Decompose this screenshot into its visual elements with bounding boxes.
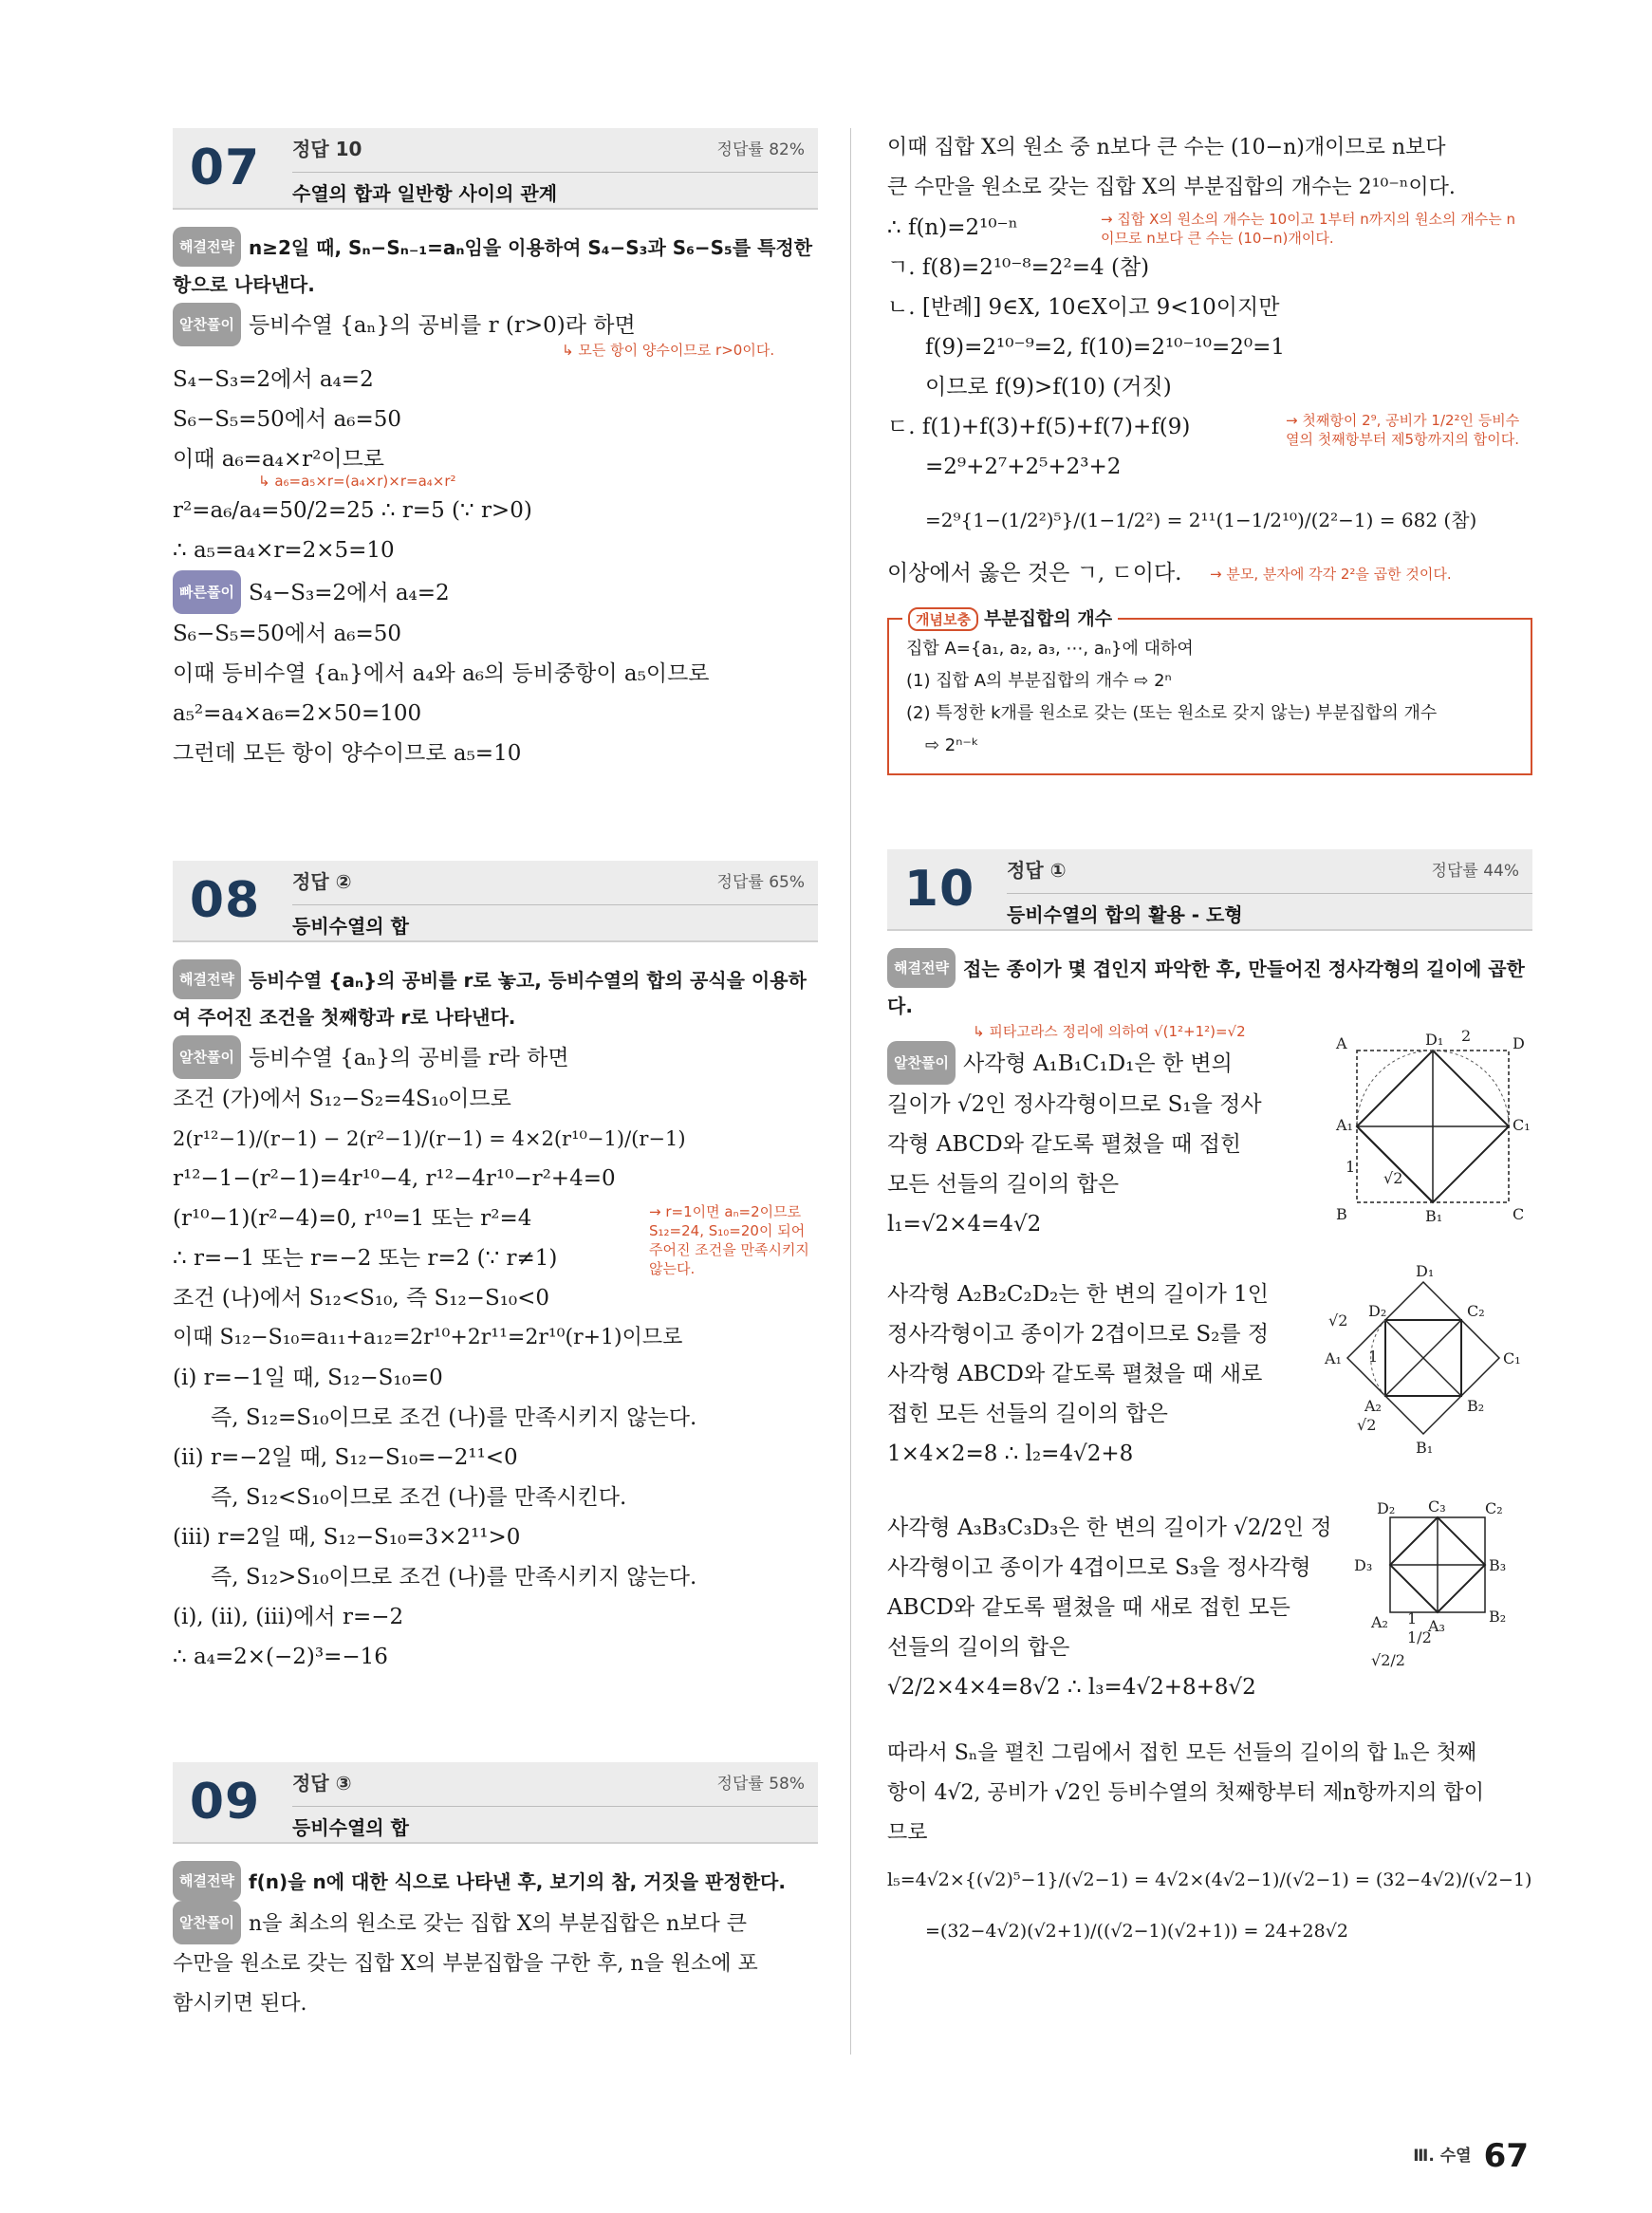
q09-line: 수만을 원소로 갖는 집합 X의 부분집합을 구한 후, n을 원소에 포 (173, 1952, 758, 1976)
q09-cont-line: ∴ f(n)=2¹⁰⁻ⁿ (887, 215, 1018, 240)
q09-cont-line: ㄴ. [반례] 9∈X, 10∈X이고 9<10이지만 (887, 295, 1280, 320)
fig2-label: √2 (1357, 1416, 1377, 1434)
q10-line: 선들의 길이의 합은 (887, 1635, 1070, 1660)
concept-box (887, 608, 1532, 775)
q10-para2 (887, 1262, 1532, 1495)
q08-line: (ⅲ) r=2일 때, S₁₂−S₁₀=3×2¹¹>0 (173, 1525, 521, 1550)
left-column (173, 128, 818, 2024)
strategy-tag: 해결전략 (887, 948, 956, 988)
fig2-label: D₂ (1368, 1302, 1387, 1320)
footer-section: Ⅲ. 수열 (1413, 2147, 1472, 2166)
q10-line: 각형 ABCD와 같도록 펼쳤을 때 접힌 (887, 1132, 1242, 1157)
q09-cont-line: 큰 수만을 원소로 갖는 집합 X의 부분집합의 개수는 2¹⁰⁻ⁿ이다. (887, 176, 1456, 199)
q08-line: 이때 S₁₂−S₁₀=a₁₁+a₁₂=2r¹⁰+2r¹¹=2r¹⁰(r+1)이므로 (173, 1326, 683, 1349)
q08-header (173, 861, 818, 942)
q10-header (887, 849, 1532, 931)
q07-fast-line: 빠른풀이 S₄−S₃=2에서 a₄=2 (173, 570, 818, 614)
q10-line: √2/2×4×4=8√2 ∴ l₃=4√2+8+8√2 (887, 1675, 1256, 1700)
q07-fast-line: 이때 등비수열 {aₙ}에서 a₄와 a₆의 등비중항이 a₅이므로 (173, 661, 710, 686)
q10-number: 10 (903, 861, 975, 918)
q09-line: 알찬풀이 n을 최소의 원소로 갖는 집합 X의 부분집합은 n보다 큰 (173, 1901, 818, 1944)
q10-line: l₅=4√2×{(√2)⁵−1}/(√2−1) = 4√2×(4√2−1)/(√2−1) = (32−4√2)/(√2−1) (887, 1869, 1532, 1890)
q08-note: → r=1이면 aₙ=2이므로 S₁₂=24, S₁₀=20이 되어 주어진 조건을 만족시키지 않는다. (649, 1203, 809, 1277)
fig2-label: D₁ (1416, 1262, 1435, 1280)
q09-cont-note-block (887, 208, 1532, 248)
right-column (887, 128, 1532, 1956)
fig2-label: A₂ (1364, 1397, 1382, 1415)
fig1-label: 2 (1461, 1027, 1472, 1045)
fig2-label: B₂ (1467, 1397, 1485, 1415)
q10-line: 길이가 √2인 정사각형이므로 S₁을 정사 (887, 1092, 1262, 1117)
q10-topic: 등비수열의 합의 활용 - 도형 (1007, 893, 1532, 927)
q09-strategy: 해결전략 f(n)을 n에 대한 식으로 나타낸 후, 보기의 참, 거짓을 판정한다. (173, 1861, 818, 1901)
fig3-label: D₃ (1354, 1556, 1373, 1574)
q08-line: 즉, S₁₂>S₁₀이므로 조건 (나)를 만족시키지 않는다. (211, 1565, 697, 1590)
q10-line: ABCD와 같도록 펼쳤을 때 새로 접힌 모든 (887, 1595, 1290, 1620)
fig1-label: A₁ (1336, 1116, 1353, 1134)
q09-cont-note: → 집합 X의 원소의 개수는 10이고 1부터 n까지의 원소의 개수는 n이므로 n보다 큰 수는 (10−n)개이다. (1101, 211, 1515, 247)
q10-figure-3 (1352, 1498, 1523, 1707)
q07-line: S₄−S₃=2에서 a₄=2 (173, 367, 374, 392)
q07-note: ↳ 모든 항이 양수이므로 r>0이다. (562, 342, 775, 359)
q10-line: 따라서 Sₙ을 펼친 그림에서 접힌 모든 선들의 길이의 합 lₙ은 첫째 (887, 1741, 1477, 1765)
q07-number: 07 (189, 139, 261, 196)
q09-header (173, 1762, 818, 1844)
fig1-label: D (1513, 1034, 1525, 1052)
fast-tag: 빠른풀이 (173, 570, 241, 614)
q09-cont-line: =2⁹+2⁷+2⁵+2³+2 (925, 455, 1122, 479)
column-divider (850, 128, 851, 2055)
fig1-label: B₁ (1425, 1207, 1443, 1225)
q09-number: 09 (189, 1774, 261, 1831)
q09-cont-note-block (887, 553, 1532, 593)
q08-number: 08 (189, 872, 261, 929)
q07-line: S₆−S₅=50에서 a₆=50 (173, 407, 401, 432)
q09-cont-line: f(9)=2¹⁰⁻⁹=2, f(10)=2¹⁰⁻¹⁰=2⁰=1 (925, 335, 1286, 360)
fig1-label: √2 (1383, 1169, 1403, 1187)
fig1-label: C (1513, 1205, 1525, 1223)
q07-line: r²=a₆/a₄=50/2=25 ∴ r=5 (∵ r>0) (173, 498, 532, 523)
q10-line: l₁=√2×4=4√2 (887, 1212, 1042, 1237)
q10-answer: 정답 ① (1007, 859, 1067, 882)
solution-tag: 알찬풀이 (173, 1901, 241, 1944)
q10-figure-1 (1319, 1013, 1531, 1250)
q10-line: 알찬풀이 사각형 A₁B₁C₁D₁은 한 변의 (887, 1041, 1532, 1085)
solution-tag: 알찬풀이 (887, 1041, 956, 1085)
q09-cont-line: ㄱ. f(8)=2¹⁰⁻⁸=2²=4 (참) (887, 255, 1150, 280)
q09-cont-note: → 분모, 분자에 각각 2²을 곱한 것이다. (1210, 566, 1452, 583)
q09-cont-line: ㄷ. f(1)+f(3)+f(5)+f(7)+f(9) (887, 415, 1191, 439)
q10-line: 사각형 A₃B₃C₃D₃은 한 변의 길이가 √2/2인 정 (887, 1516, 1332, 1540)
q08-line: 조건 (가)에서 S₁₂−S₂=4S₁₀이므로 (173, 1087, 511, 1111)
q08-line: 조건 (나)에서 S₁₂<S₁₀, 즉 S₁₂−S₁₀<0 (173, 1286, 550, 1311)
concept-line: ⇨ 2ⁿ⁻ᵏ (925, 735, 979, 755)
q07-note: ↳ a₆=a₅×r=(a₄×r)×r=a₄×r² (258, 473, 456, 490)
q09-cont-note-block (887, 407, 1532, 487)
q10-line: 사각형이고 종이가 4겹이므로 S₃을 정사각형 (887, 1555, 1311, 1580)
q10-rate: 정답률 44% (1431, 862, 1519, 881)
fig1-label: D₁ (1425, 1031, 1444, 1049)
q08-answer: 정답 ② (292, 870, 352, 893)
q09-answer: 정답 ③ (292, 1772, 352, 1795)
q07-line: 이때 a₆=a₄×r²이므로 (173, 447, 385, 472)
concept-line: (2) 특정한 k개를 원소로 갖는 (또는 원소로 갖지 않는) 부분집합의 개수 (906, 703, 1438, 723)
q08-strategy: 해결전략 등비수열 {aₙ}의 공비를 r로 놓고, 등비수열의 합의 공식을 이용하여 주어진 조건을 첫째항과 r로 나타낸다. (173, 959, 818, 1035)
fig1-label: B (1336, 1205, 1347, 1223)
fig3-label: A₂ (1371, 1613, 1388, 1631)
q07-answer: 정답 10 (292, 138, 362, 160)
q09-topic: 등비수열의 합 (292, 1806, 818, 1840)
concept-title: 개념보충 부분집합의 개수 (902, 604, 1118, 631)
q09-cont-line: 이므로 f(9)>f(10) (거짓) (925, 375, 1172, 400)
q08-line: (ⅱ) r=−2일 때, S₁₂−S₁₀=−2¹¹<0 (173, 1445, 518, 1470)
q08-line: 2(r¹²−1)/(r−1) − 2(r²−1)/(r−1) = 4×2(r¹⁰−1)/(r−1) (173, 1127, 686, 1150)
fig3-label: √2/2 (1371, 1651, 1405, 1669)
q08-line: r¹²−1−(r²−1)=4r¹⁰−4, r¹²−4r¹⁰−r²+4=0 (173, 1166, 616, 1191)
q10-line: 사각형 ABCD와 같도록 펼쳤을 때 새로 (887, 1362, 1263, 1386)
q09-line: 함시키면 된다. (173, 1992, 307, 2016)
q10-figure-2 (1319, 1263, 1528, 1491)
q09-cont-line: =2⁹{1−(1/2²)⁵}/(1−1/2²) = 2¹¹(1−1/2¹⁰)/(2²−1) = 682 (참) (925, 509, 1477, 531)
fig2-label: B₁ (1416, 1439, 1434, 1457)
fig2-label: A₁ (1325, 1349, 1342, 1367)
q08-line: (r¹⁰−1)(r²−4)=0, r¹⁰=1 또는 r²=4 (173, 1206, 532, 1231)
fig2-label: 1 (1368, 1348, 1379, 1366)
q07-line: 알찬풀이 등비수열 {aₙ}의 공비를 r (r>0)라 하면 (173, 303, 818, 346)
fig3-label: C₂ (1485, 1499, 1503, 1517)
fig3-label: 1/2 (1407, 1628, 1432, 1646)
fig3-label: B₃ (1489, 1556, 1507, 1574)
fig1-label: C₁ (1513, 1116, 1531, 1134)
q10-note: ↳ 피타고라스 정리에 의하여 √(1²+1²)=√2 (973, 1023, 1246, 1040)
fig3-label: 1 (1407, 1609, 1418, 1627)
q08-line: (ⅰ), (ⅱ), (ⅲ)에서 r=−2 (173, 1605, 404, 1629)
fig1-label: 1 (1346, 1158, 1356, 1176)
q08-line: 즉, S₁₂<S₁₀이므로 조건 (나)를 만족시킨다. (211, 1485, 627, 1510)
q07-fast-line: a₅²=a₄×a₆=2×50=100 (173, 701, 422, 726)
fig2-label: C₁ (1503, 1349, 1521, 1367)
q07-header (173, 128, 818, 210)
q08-line: ∴ r=−1 또는 r=−2 또는 r=2 (∵ r≠1) (173, 1246, 558, 1271)
q08-topic: 등비수열의 합 (292, 904, 818, 939)
concept-tag: 개념보충 (908, 607, 978, 631)
q08-line: 알찬풀이 등비수열 {aₙ}의 공비를 r라 하면 (173, 1035, 818, 1079)
solution-tag: 알찬풀이 (173, 1035, 241, 1079)
page-footer (1413, 2137, 1529, 2175)
strategy-tag: 해결전략 (173, 1861, 241, 1901)
q08-line: ∴ a₄=2×(−2)³=−16 (173, 1645, 388, 1669)
q08-line: 즉, S₁₂=S₁₀이므로 조건 (나)를 만족시키지 않는다. (211, 1405, 697, 1430)
q07-rate: 정답률 82% (716, 140, 805, 159)
fig3-label: B₂ (1489, 1608, 1507, 1626)
fig2-label: √2 (1328, 1311, 1348, 1330)
solution-tag: 알찬풀이 (173, 303, 241, 346)
q09-cont-line: 이때 집합 X의 원소 중 n보다 큰 수는 (10−n)개이므로 n보다 (887, 136, 1446, 159)
q07-fast-line: S₆−S₅=50에서 a₆=50 (173, 622, 401, 646)
q07-line: ∴ a₅=a₄×r=2×5=10 (173, 538, 395, 563)
q10-strategy: 해결전략 접는 종이가 몇 겹인지 파악한 후, 만들어진 정사각형의 길이에 곱한다. (887, 948, 1532, 1024)
q10-line: 모든 선들의 길이의 합은 (887, 1172, 1120, 1197)
fig3-label: A₃ (1428, 1617, 1445, 1635)
page-number: 67 (1483, 2137, 1529, 2175)
q10-line: 접힌 모든 선들의 길이의 합은 (887, 1402, 1168, 1426)
fig2-label: C₂ (1467, 1302, 1485, 1320)
q07-strategy: 해결전략 n≥2일 때, Sₙ−Sₙ₋₁=aₙ임을 이용하여 S₄−S₃과 S₆−S₅를 특정한 항으로 나타낸다. (173, 227, 818, 303)
q10-line: 사각형 A₂B₂C₂D₂는 한 변의 길이가 1인 (887, 1282, 1270, 1307)
q08-rate: 정답률 65% (716, 873, 805, 892)
q10-line: 항이 4√2, 공비가 √2인 등비수열의 첫째항부터 제n항까지의 합이 (887, 1781, 1484, 1805)
fig3-label: C₃ (1428, 1497, 1446, 1516)
q09-rate: 정답률 58% (716, 1775, 805, 1794)
q10-line: 므로 (887, 1821, 928, 1845)
concept-line: 집합 A={a₁, a₂, a₃, ⋯, aₙ}에 대하여 (906, 639, 1194, 659)
fig1-label: A (1336, 1034, 1347, 1052)
fig3-label: D₂ (1377, 1499, 1396, 1517)
q10-para3 (887, 1497, 1532, 1728)
q07-topic: 수열의 합과 일반항 사이의 관계 (292, 172, 818, 206)
strategy-tag: 해결전략 (173, 959, 241, 999)
q08-note-block (173, 1199, 818, 1278)
q10-line: 1×4×2=8 ∴ l₂=4√2+8 (887, 1441, 1134, 1466)
strategy-tag: 해결전략 (173, 227, 241, 267)
q07-fast-line: 그런데 모든 항이 양수이므로 a₅=10 (173, 741, 522, 766)
q08-line: (ⅰ) r=−1일 때, S₁₂−S₁₀=0 (173, 1366, 443, 1390)
q10-line: 정사각형이고 종이가 2겹이므로 S₂를 정 (887, 1322, 1270, 1347)
q09-cont-note: → 첫째항이 2⁹, 공비가 1/2²인 등비수열의 첫째항부터 제5항까지의 합이다. (1286, 412, 1520, 448)
q09-cont-line: 이상에서 옳은 것은 ㄱ, ㄷ이다. (887, 561, 1182, 586)
concept-line: (1) 집합 A의 부분집합의 개수 ⇨ 2ⁿ (906, 671, 1172, 691)
q10-line: =(32−4√2)(√2+1)/((√2−1)(√2+1)) = 24+28√2 (925, 1921, 1348, 1942)
